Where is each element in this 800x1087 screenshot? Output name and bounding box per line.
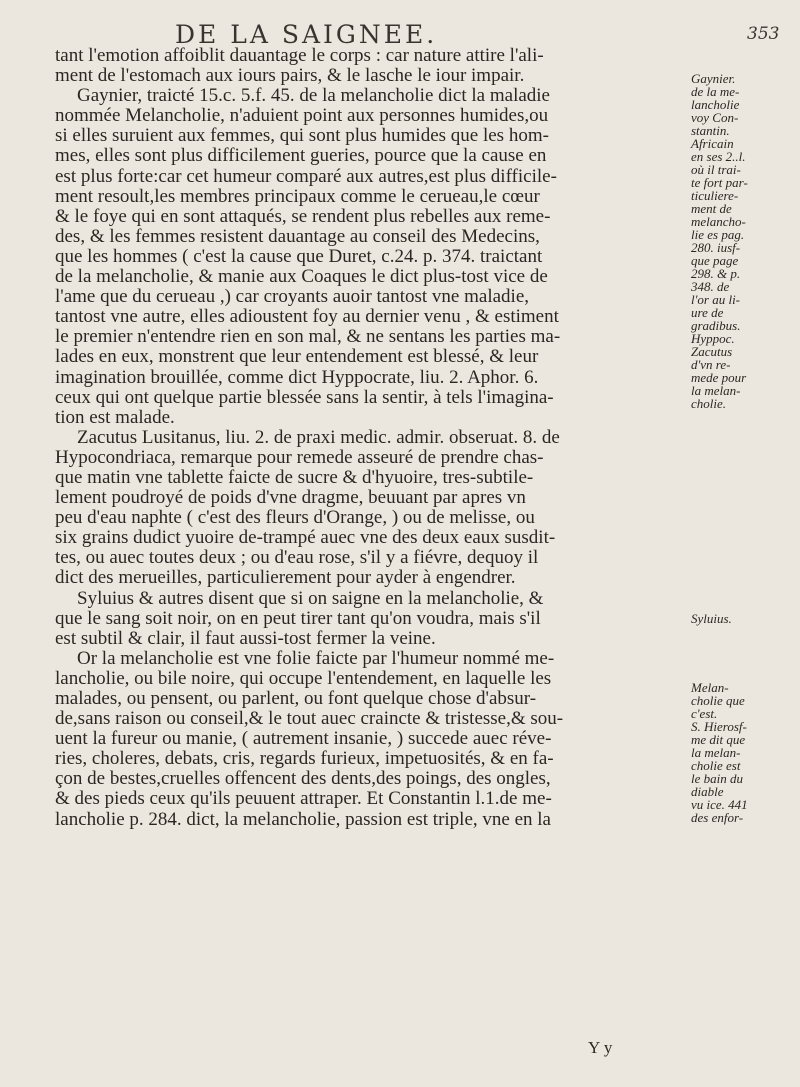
margin-note: ure de: [691, 305, 724, 320]
margin-note: stantin.: [691, 123, 730, 138]
margin-note: mede pour: [691, 370, 747, 385]
text-line: le premier n'entendre rien en son mal, & ne sentans les parties ma-: [55, 327, 561, 348]
text-line: ment resoult,les membres principaux comme le cerueau,le cœur: [55, 186, 540, 207]
text-line: lancholie, ou bile noire, qui occupe l'entendement, en laquelle les: [55, 668, 552, 689]
text-line: dict des merueilles, particulierement pour ayder à engendrer.: [55, 568, 516, 589]
margin-note: ticuliere-: [691, 188, 739, 203]
text-line: tes, ou auec toutes deux ; ou d'eau rose, s'il y a fiévre, dequoy il: [55, 548, 539, 569]
margin-gap: [691, 625, 797, 681]
margin-note: cholie est: [691, 758, 741, 773]
margin-note: lie es pag.: [691, 227, 745, 242]
margin-note: S. Hierosf-: [691, 719, 747, 734]
text-line: lancholie p. 284. dict, la melancholie, passion est triple, vne en la: [55, 809, 551, 830]
text-line: lades en eux, monstrent que leur entendement est blessé, & leur: [55, 347, 539, 368]
running-head: DE LA SAIGNEE.: [175, 20, 438, 49]
margin-note: lancholie: [691, 97, 740, 112]
margin-note: c'est.: [691, 706, 718, 721]
text-line: & des pieds ceux qu'ils peuuent attraper. Et Constantin l.1.de me-: [55, 789, 552, 810]
text-line: tion est malade.: [55, 407, 175, 428]
text-line: l'ame que du cerueau ,) car croyants auoir tantost vne maladie,: [55, 287, 529, 308]
text-line: ries, choleres, debats, cris, regards furieux, impetuosités, & en fa-: [55, 749, 554, 770]
margin-note: Gaynier.: [691, 71, 736, 86]
text-line: tant l'emotion affoiblit dauantage le corps : car nature attire l'ali-: [55, 46, 544, 66]
margin-note: te fort par-: [691, 175, 748, 190]
text-line: uent la fureur ou manie, ( autrement insanie, ) succede auec réve-: [55, 729, 552, 750]
signature-mark: Y y: [588, 1038, 613, 1057]
margin-note: ment de: [691, 201, 732, 216]
text-line: ment de l'estomach aux iours pairs, & le lasche le iour impair.: [55, 66, 525, 87]
margin-note: la melan-: [691, 383, 741, 398]
text-line: des, & les femmes resistent dauantage au conseil des Medecins,: [55, 226, 540, 247]
text-line: peu d'eau naphte ( c'est des fleurs d'Orange, ) ou de melisse, ou: [55, 508, 535, 529]
text-line: nommée Melancholie, n'aduient point aux personnes humides,ou: [55, 106, 549, 127]
margin-note: 280. iusf-: [691, 240, 741, 255]
text-line: de,sans raison ou conseil,& le tout auec craincte & tristesse,& sou-: [55, 709, 564, 730]
text-line: ceux qui ont quelque partie blessée sans la sentir, à tels l'imagina-: [55, 387, 554, 408]
margin-note: la melan-: [691, 745, 741, 760]
text-line: Syluius & autres disent que si on saigne en la melancholie, &: [77, 588, 544, 609]
text-line: Or la melancholie est vne folie faicte par l'humeur nommé me-: [77, 648, 555, 669]
margin-note: me dit que: [691, 732, 746, 747]
margin-note: de la me-: [691, 84, 740, 99]
margin-note: 298. & p.: [691, 266, 741, 281]
margin-note: Africain: [691, 136, 734, 151]
margin-note: 348. de: [691, 279, 730, 294]
text-line: Gaynier, traicté 15.c. 5.f. 45. de la melancholie dict la maladie: [77, 86, 550, 107]
margin-gap: [691, 410, 797, 612]
page-number: 353: [747, 24, 780, 44]
text-line: & le foye qui en sont attaqués, se rendent plus rebelles aux reme-: [55, 206, 551, 227]
text-line: lement poudroyé de poids d'vne dragme, beuuant par apres vn: [55, 488, 526, 509]
text-line: çon de bestes,cruelles offencent des dents,des poings, des ongles,: [55, 769, 551, 790]
margin-note: l'or au li-: [691, 292, 741, 307]
margin-note: gradibus.: [691, 318, 741, 333]
text-line: Zacutus Lusitanus, liu. 2. de praxi medic. admir. obseruat. 8. de: [77, 427, 560, 448]
margin-note: où il trai-: [691, 162, 741, 177]
text-line: imagination brouillée, comme dict Hyppocrate, liu. 2. Aphor. 6.: [55, 367, 539, 388]
text-line: de la melancholie, & manie aux Coaques le dict plus-tost vice de: [55, 267, 548, 288]
text-line: malades, ou pensent, ou parlent, ou font quelque chose d'absur-: [55, 689, 537, 709]
margin-note: cholie.: [691, 396, 727, 411]
margin-note: le bain du: [691, 771, 743, 786]
text-line: est plus forte:car cet humeur comparé aux autres,est plus difficile-: [55, 166, 557, 187]
margin-note: diable: [691, 784, 724, 799]
text-line: que les hommes ( c'est la cause que Duret, c.24. p. 374. traictant: [55, 246, 543, 267]
text-line: que matin vne tablette faicte de sucre & d'hyuoire, tres-subtile-: [55, 467, 534, 488]
margin-notes: [691, 72, 797, 824]
text-line: tantost vne autre, elles adioustent foy au dernier venu , & estiment: [55, 307, 559, 328]
body-text: [55, 46, 685, 830]
margin-note: en ses 2..l.: [691, 149, 746, 164]
margin-note: voy Con-: [691, 110, 739, 125]
margin-note: Syluius.: [691, 611, 732, 626]
text-line: que le sang soit noir, on en peut tirer tant qu'on voudra, mais s'il: [55, 608, 541, 629]
margin-note: Hyppoc.: [691, 331, 735, 346]
margin-note: que page: [691, 253, 739, 268]
text-line: mes, elles sont plus difficilement gueries, pource que la cause en: [55, 146, 547, 167]
margin-note: d'vn re-: [691, 357, 731, 372]
margin-note: vu ice. 441: [691, 797, 748, 812]
text-line: est subtil & clair, il faut aussi-tost fermer la veine.: [55, 628, 436, 649]
text-line: six grains dudict yuoire de-trampé auec vne des deux eaux susdit-: [55, 528, 556, 549]
margin-note: Zacutus: [691, 344, 733, 359]
text-line: si elles suruient aux femmes, qui sont plus humides que les hom-: [55, 126, 549, 147]
margin-note: Melan-: [691, 680, 729, 695]
margin-note: cholie que: [691, 693, 745, 708]
text-line: Hypocondriaca, remarque pour remede asseuré de prendre chas-: [55, 447, 544, 468]
margin-note: melancho-: [691, 214, 746, 229]
margin-note: des enfor-: [691, 810, 744, 825]
